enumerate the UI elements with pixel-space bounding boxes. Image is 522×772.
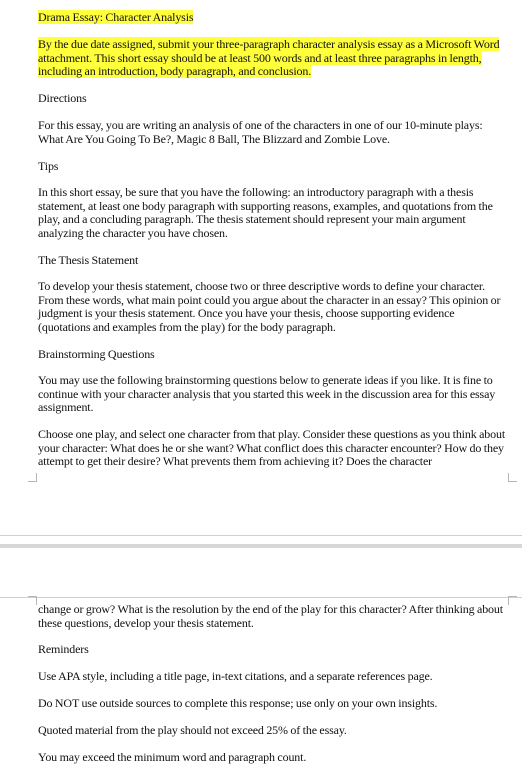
document-title — [38, 11, 508, 25]
directions-heading: Directions — [38, 91, 87, 105]
reminder-item-4: You may exceed the minimum word and paragraph count. — [38, 750, 307, 764]
highlighted-title: Drama Essay: Character Analysis — [38, 10, 194, 24]
reminders-heading: Reminders — [38, 642, 89, 656]
thesis-heading: The Thesis Statement — [38, 253, 139, 267]
margin-corner-top-right — [508, 596, 517, 605]
reminder-item-2: Do NOT use outside sources to complete this response; use only on your own insights. — [38, 696, 438, 710]
questions-paragraph-part2: change or grow? What is the resolution by the end of the play for this character? After thinking about these questions, develop your thesis statement. — [38, 602, 503, 630]
page-break-band — [0, 544, 522, 548]
brainstorm-paragraph: You may use the following brainstorming questions below to generate ideas if you like. It is fine to continue with your character analysis that you started this week in the discussion area for this essay assignment. — [38, 373, 496, 414]
thesis-paragraph: To develop your thesis statement, choose two or three descriptive words to define your character. From these words, what main point could you argue about the character in an essay? This opinion or judgment is your thesis statement. Once you have your thesis, choose supporting evidence (quotations and examples from the play) for the body paragraph. — [38, 279, 501, 334]
document-page-2 — [0, 598, 522, 772]
reminder-item-3: Quoted material from the play should not exceed 25% of the essay. — [38, 723, 347, 737]
intro-paragraph — [38, 38, 508, 79]
directions-paragraph: For this essay, you are writing an analysis of one of the characters in one of our 10-minute plays: What Are You Going To Be?, Magic 8 Ball, The Blizzard and Zombie Love. — [38, 118, 483, 146]
margin-corner-bottom-left — [28, 473, 37, 482]
highlighted-intro: By the due date assigned, submit your three-paragraph character analysis essay as a Microsoft Word attachment. This short essay should be at least 500 words and at least three paragraphs in length, including an introduction, body paragraph, and conclusion. — [38, 37, 500, 78]
tips-heading: Tips — [38, 159, 59, 173]
margin-corner-bottom-right — [508, 473, 517, 482]
brainstorm-heading: Brainstorming Questions — [38, 347, 155, 361]
questions-paragraph-part1: Choose one play, and select one character from that play. Consider these questions as you think about your character: What does he or she want? What conflict does this character encounter? How do they attempt to get their desire? What prevents them from achieving it? Does the character — [38, 427, 506, 468]
tips-paragraph: In this short essay, be sure that you have the following: an introductory paragraph with a thesis statement, at least one body paragraph with supporting reasons, examples, and quotations from the play, and a concluding paragraph. The thesis statement should represent your main argument analyzing the character you have chosen. — [38, 185, 493, 240]
reminder-item-1: Use APA style, including a title page, in-text citations, and a separate references page. — [38, 669, 433, 683]
page-break-gap — [0, 535, 522, 598]
margin-corner-top-left — [28, 596, 37, 605]
